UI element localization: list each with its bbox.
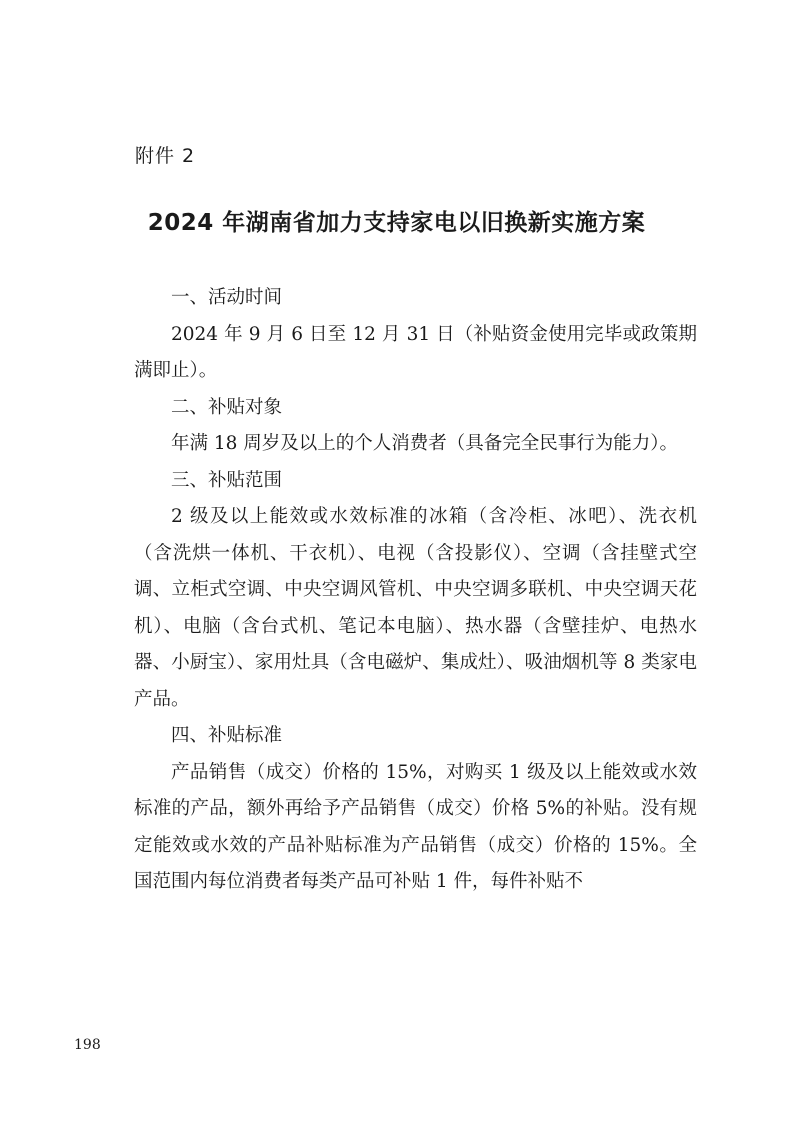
section-body-subsidy-standard: 产品销售（成交）价格的 15%，对购买 1 级及以上能效或水效标准的产品，额外再给予产品销售（成交）价格 5%的补贴。没有规定能效或水效的产品补贴标准为产品销售（成交）价格的 15%。全国范围内每位消费者每类产品可补贴 1 件，每件补贴不 xyxy=(134,761,697,892)
section-heading-activity-time: 一、活动时间 xyxy=(171,287,283,308)
section-heading-subsidy-standard: 四、补贴标准 xyxy=(171,725,283,746)
page-number: 198 xyxy=(74,1037,101,1053)
section-body-subsidy-scope: 2 级及以上能效或水效标准的冰箱（含冷柜、冰吧）、洗衣机（含洗烘一体机、干衣机）、电视（含投影仪）、空调（含挂壁式空调、立柜式空调、中央空调风管机、中央空调多联机、中央空调天花机）、电脑（含台式机、笔记本电脑）、热水器（含壁挂炉、电热水器、小厨宝）、家用灶具（含电磁炉、集成灶）、吸油烟机等 8 类家电产品。 xyxy=(134,506,697,710)
section-heading-subsidy-target: 二、补贴对象 xyxy=(171,396,283,418)
attachment-label: 附件 2 xyxy=(135,145,196,167)
section-heading-subsidy-scope: 三、补贴范围 xyxy=(171,469,283,491)
document-body xyxy=(134,280,697,901)
document-title: 2024 年湖南省加力支持家电以旧换新实施方案 xyxy=(147,210,646,236)
section-body-activity-time: 2024 年 9 月 6 日至 12 月 31 日（补贴资金使用完毕或政策期满即止）。 xyxy=(134,323,697,381)
section-body-subsidy-target: 年满 18 周岁及以上的个人消费者（具备完全民事行为能力）。 xyxy=(171,433,679,454)
